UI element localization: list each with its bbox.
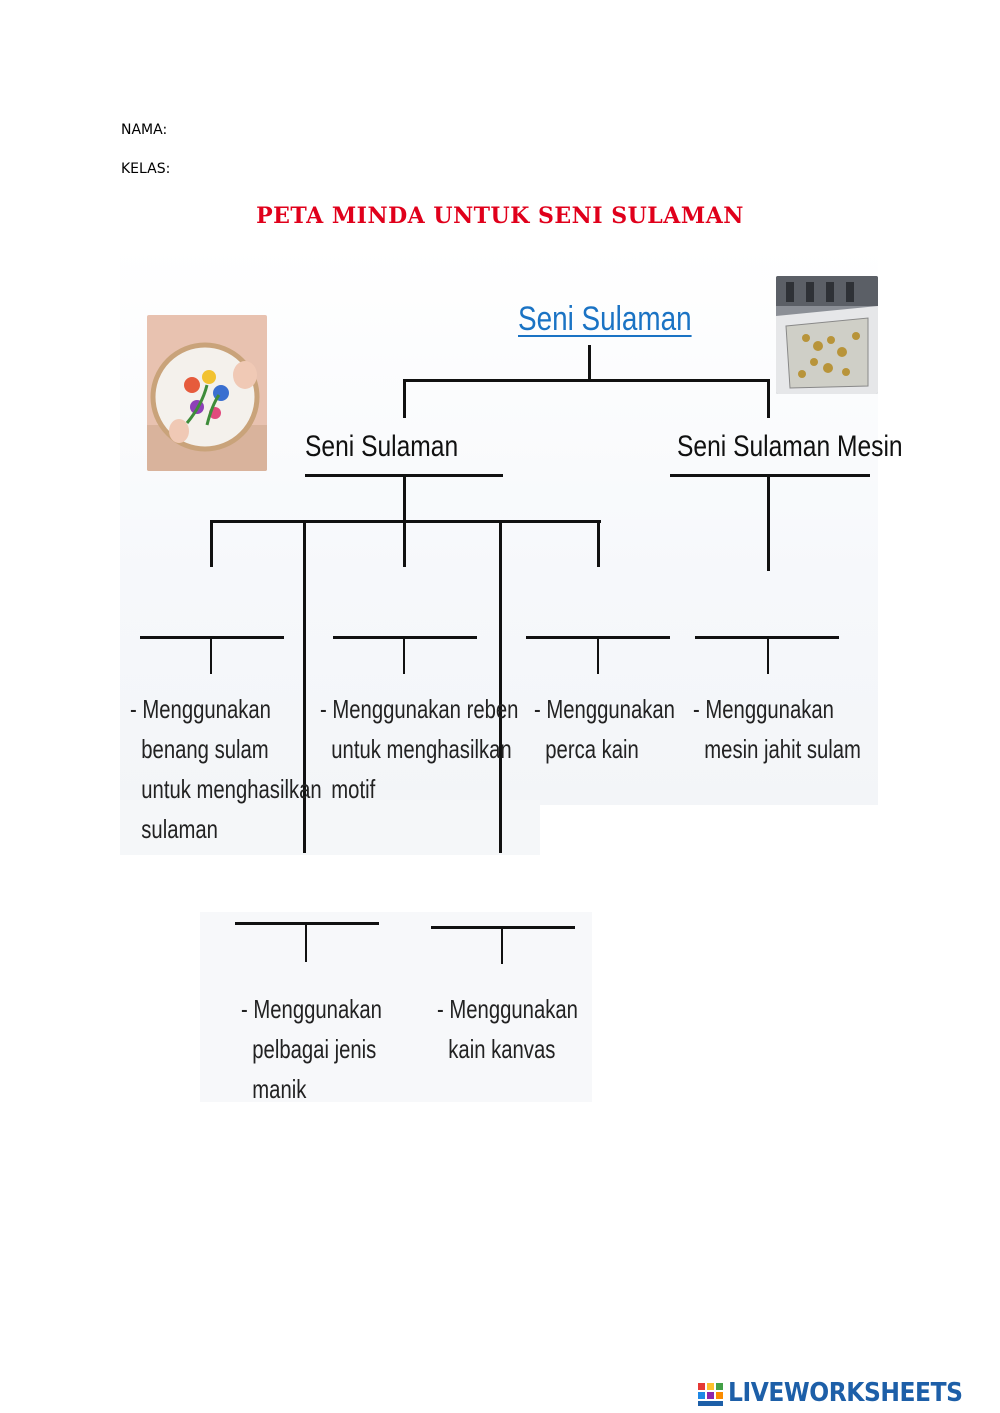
description-5: - Menggunakan pelbagai jenis manik <box>241 994 382 1104</box>
answer-blank-6[interactable] <box>431 926 575 929</box>
connector <box>767 636 769 674</box>
connector <box>767 379 770 418</box>
description-1: - Menggunakan benang sulam untuk menghasilkan sulaman <box>130 694 322 844</box>
embroidery-hoop-photo <box>147 315 267 471</box>
connector <box>403 636 405 674</box>
embroidery-machine-photo <box>776 276 878 394</box>
brand-name: LIVEWORKSHEETS <box>728 1378 963 1408</box>
liveworksheets-logo-icon <box>698 1383 724 1407</box>
connector <box>403 379 770 382</box>
connector <box>767 477 770 571</box>
description-6: - Menggunakan kain kanvas <box>437 994 578 1064</box>
class-label: KELAS: <box>121 161 171 177</box>
root-node: Seni Sulaman <box>518 300 692 338</box>
connector <box>403 379 406 418</box>
answer-blank-5[interactable] <box>235 922 379 925</box>
connector <box>305 922 307 962</box>
connector <box>597 520 600 567</box>
description-2: - Menggunakan reben untuk menghasilkan motif <box>320 694 519 804</box>
connector <box>403 477 406 522</box>
branch-underline-right <box>670 474 870 477</box>
description-4: - Menggunakan mesin jahit sulam <box>693 694 861 764</box>
connector <box>501 926 503 964</box>
page-title: PETA MINDA UNTUK SENI SULAMAN <box>256 203 744 229</box>
answer-blank-2[interactable] <box>333 636 477 639</box>
name-label: NAMA: <box>121 122 168 138</box>
branch-node-left: Seni Sulaman <box>305 430 459 463</box>
connector <box>210 636 212 674</box>
branch-node-right: Seni Sulaman Mesin <box>677 430 903 463</box>
answer-blank-1[interactable] <box>140 636 284 639</box>
connector <box>210 520 213 567</box>
connector <box>588 345 591 382</box>
connector <box>597 636 599 674</box>
connector <box>403 520 406 567</box>
description-3: - Menggunakan perca kain <box>534 694 675 764</box>
